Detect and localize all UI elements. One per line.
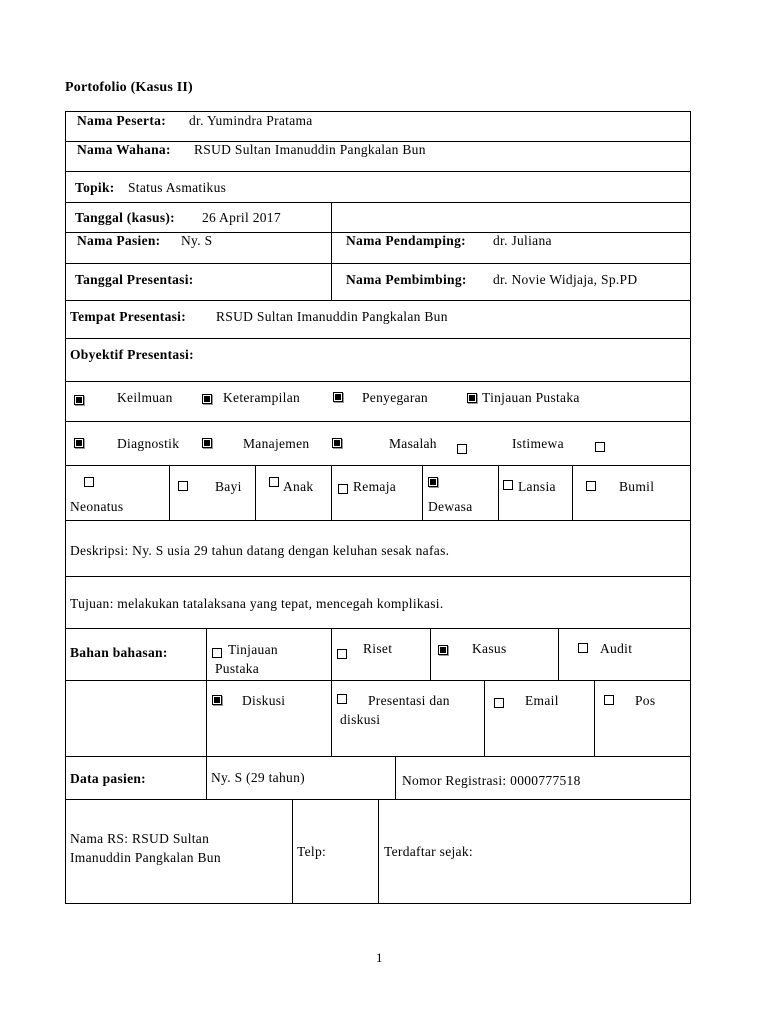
row-obyektif-presentasi xyxy=(65,339,691,382)
tinjauan-pustaka-cell xyxy=(206,629,331,680)
row-tempat-presentasi xyxy=(65,301,691,339)
bayi-label: Bayi xyxy=(215,479,242,494)
audit-cell xyxy=(558,629,692,680)
audit-checkbox[interactable] xyxy=(578,643,588,653)
presentasi-diskusi-cell xyxy=(331,681,484,756)
lansia-checkbox[interactable] xyxy=(503,480,513,490)
row-obyektif-options-1 xyxy=(65,382,691,422)
nama-peserta-value: dr. Yumindra Pratama xyxy=(189,113,313,128)
row-tanggal-kasus xyxy=(65,203,691,233)
nama-rs-line1: Nama RS: RSUD Sultan xyxy=(70,831,210,846)
terdaftar-cell xyxy=(378,800,692,903)
email-cell xyxy=(484,681,594,756)
document-title: Portofolio (Kasus II) xyxy=(65,80,193,95)
data-pasien-label: Data pasien: xyxy=(70,771,146,786)
masalah-box-checkbox[interactable] xyxy=(457,444,467,454)
kasus-cell xyxy=(430,629,558,680)
dewasa-cell xyxy=(422,466,498,520)
topik-label: Topik: xyxy=(75,180,115,195)
telp-label: Telp: xyxy=(297,844,327,859)
pos-label: Pos xyxy=(635,693,656,708)
pos-checkbox[interactable] xyxy=(604,695,614,705)
bahan-tinjauan-label-line1: Tinjauan xyxy=(228,642,278,657)
bumil-label: Bumil xyxy=(619,479,655,494)
tanggal-kasus-value: 26 April 2017 xyxy=(202,210,281,225)
nama-wahana-value: RSUD Sultan Imanuddin Pangkalan Bun xyxy=(194,142,426,157)
row-data-pasien xyxy=(65,757,691,800)
nama-pendamping-value: dr. Juliana xyxy=(493,233,552,248)
dewasa-label: Dewasa xyxy=(428,499,473,514)
kasus-checkbox[interactable] xyxy=(438,645,448,655)
anak-checkbox[interactable] xyxy=(269,477,279,487)
kasus-label: Kasus xyxy=(472,641,507,656)
row-kelompok-usia xyxy=(65,466,691,521)
istimewa-label: Istimewa xyxy=(512,436,564,451)
nama-wahana-label: Nama Wahana: xyxy=(77,142,171,157)
email-label: Email xyxy=(525,693,559,708)
nama-pasien-label: Nama Pasien: xyxy=(77,233,161,248)
portfolio-form-table xyxy=(65,111,691,904)
nomor-registrasi-cell xyxy=(395,757,692,799)
presentasi-diskusi-label-line1: Presentasi dan xyxy=(368,693,450,708)
penyegaran-checkbox[interactable] xyxy=(333,392,343,402)
neonatus-label: Neonatus xyxy=(70,499,124,514)
istimewa-checkbox[interactable] xyxy=(595,442,605,452)
column-divider xyxy=(331,203,332,232)
bahan-bahasan-label: Bahan bahasan: xyxy=(70,645,168,660)
terdaftar-sejak-label: Terdaftar sejak: xyxy=(384,844,473,859)
bahan-tinjauan-pustaka-checkbox[interactable] xyxy=(212,648,222,658)
keterampilan-checkbox[interactable] xyxy=(202,394,212,404)
row-nama-peserta xyxy=(65,111,691,142)
dewasa-checkbox[interactable] xyxy=(428,477,438,487)
lansia-cell xyxy=(498,466,572,520)
row-obyektif-options-2 xyxy=(65,422,691,466)
audit-label: Audit xyxy=(600,641,633,656)
keilmuan-checkbox[interactable] xyxy=(74,395,84,405)
telp-cell xyxy=(292,800,378,903)
tempat-presentasi-value: RSUD Sultan Imanuddin Pangkalan Bun xyxy=(216,309,448,324)
bumil-checkbox[interactable] xyxy=(586,481,596,491)
page-number: 1 xyxy=(376,950,383,965)
keterampilan-label: Keterampilan xyxy=(223,390,301,405)
nama-peserta-label: Nama Peserta: xyxy=(77,113,166,128)
row-deskripsi xyxy=(65,521,691,577)
obyektif-presentasi-label: Obyektif Presentasi: xyxy=(70,347,194,362)
tinjauan-pustaka-checkbox[interactable] xyxy=(467,393,477,403)
neonatus-checkbox[interactable] xyxy=(84,477,94,487)
row-nama-wahana xyxy=(65,142,691,172)
masalah-label: Masalah xyxy=(389,436,437,451)
bayi-cell xyxy=(169,466,255,520)
remaja-label: Remaja xyxy=(353,479,397,494)
nama-pembimbing-label: Nama Pembimbing: xyxy=(346,272,467,287)
row-nama-rs xyxy=(65,800,691,904)
riset-checkbox[interactable] xyxy=(337,649,347,659)
diskusi-label: Diskusi xyxy=(242,693,286,708)
row-bahan-bahasan xyxy=(65,629,691,681)
topik-value: Status Asmatikus xyxy=(128,180,227,195)
tujuan-text: Tujuan: melakukan tatalaksana yang tepat, mencegah komplikasi. xyxy=(70,596,444,611)
presentasi-diskusi-checkbox[interactable] xyxy=(337,694,347,704)
remaja-cell xyxy=(331,466,422,520)
manajemen-checkbox[interactable] xyxy=(202,438,212,448)
pos-cell xyxy=(594,681,692,756)
diagnostik-label: Diagnostik xyxy=(117,436,180,451)
data-pasien-value-cell xyxy=(206,757,395,799)
presentasi-diskusi-label-line2: diskusi xyxy=(340,712,381,727)
bayi-checkbox[interactable] xyxy=(178,481,188,491)
remaja-checkbox[interactable] xyxy=(338,484,348,494)
bumil-cell xyxy=(572,466,692,520)
manajemen-label: Manajemen xyxy=(243,436,310,451)
penyegaran-label: Penyegaran xyxy=(362,390,428,405)
tanggal-kasus-label: Tanggal (kasus): xyxy=(75,210,175,225)
riset-cell xyxy=(331,629,430,680)
row-nama-pasien xyxy=(65,233,691,264)
diskusi-cell xyxy=(206,681,331,756)
nomor-registrasi-text: Nomor Registrasi: 0000777518 xyxy=(402,773,581,788)
riset-label: Riset xyxy=(363,641,393,656)
tempat-presentasi-label: Tempat Presentasi: xyxy=(70,309,187,324)
email-checkbox[interactable] xyxy=(494,698,504,708)
tinjauan-pustaka-label: Tinjauan Pustaka xyxy=(482,390,580,405)
row-cara-membahas xyxy=(65,681,691,757)
deskripsi-text: Deskripsi: Ny. S usia 29 tahun datang dengan keluhan sesak nafas. xyxy=(70,543,450,558)
data-pasien-value: Ny. S (29 tahun) xyxy=(211,770,305,785)
tanggal-presentasi-label: Tanggal Presentasi: xyxy=(75,272,194,287)
row-tanggal-presentasi xyxy=(65,264,691,301)
pendamping-cell xyxy=(331,233,692,263)
row-topik xyxy=(65,172,691,203)
diskusi-checkbox[interactable] xyxy=(212,695,222,705)
anak-cell xyxy=(255,466,331,520)
row-tujuan xyxy=(65,577,691,629)
nama-rs-line2: Imanuddin Pangkalan Bun xyxy=(70,850,221,865)
anak-label: Anak xyxy=(283,479,314,494)
pembimbing-cell xyxy=(331,264,692,300)
nama-pasien-value: Ny. S xyxy=(181,233,213,248)
diagnostik-checkbox[interactable] xyxy=(74,438,84,448)
nama-pendamping-label: Nama Pendamping: xyxy=(346,233,466,248)
keilmuan-label: Keilmuan xyxy=(117,390,173,405)
nama-pembimbing-value: dr. Novie Widjaja, Sp.PD xyxy=(493,272,638,287)
bahan-tinjauan-label-line2: Pustaka xyxy=(215,661,260,676)
masalah-checkbox[interactable] xyxy=(332,438,342,448)
lansia-label: Lansia xyxy=(518,479,556,494)
